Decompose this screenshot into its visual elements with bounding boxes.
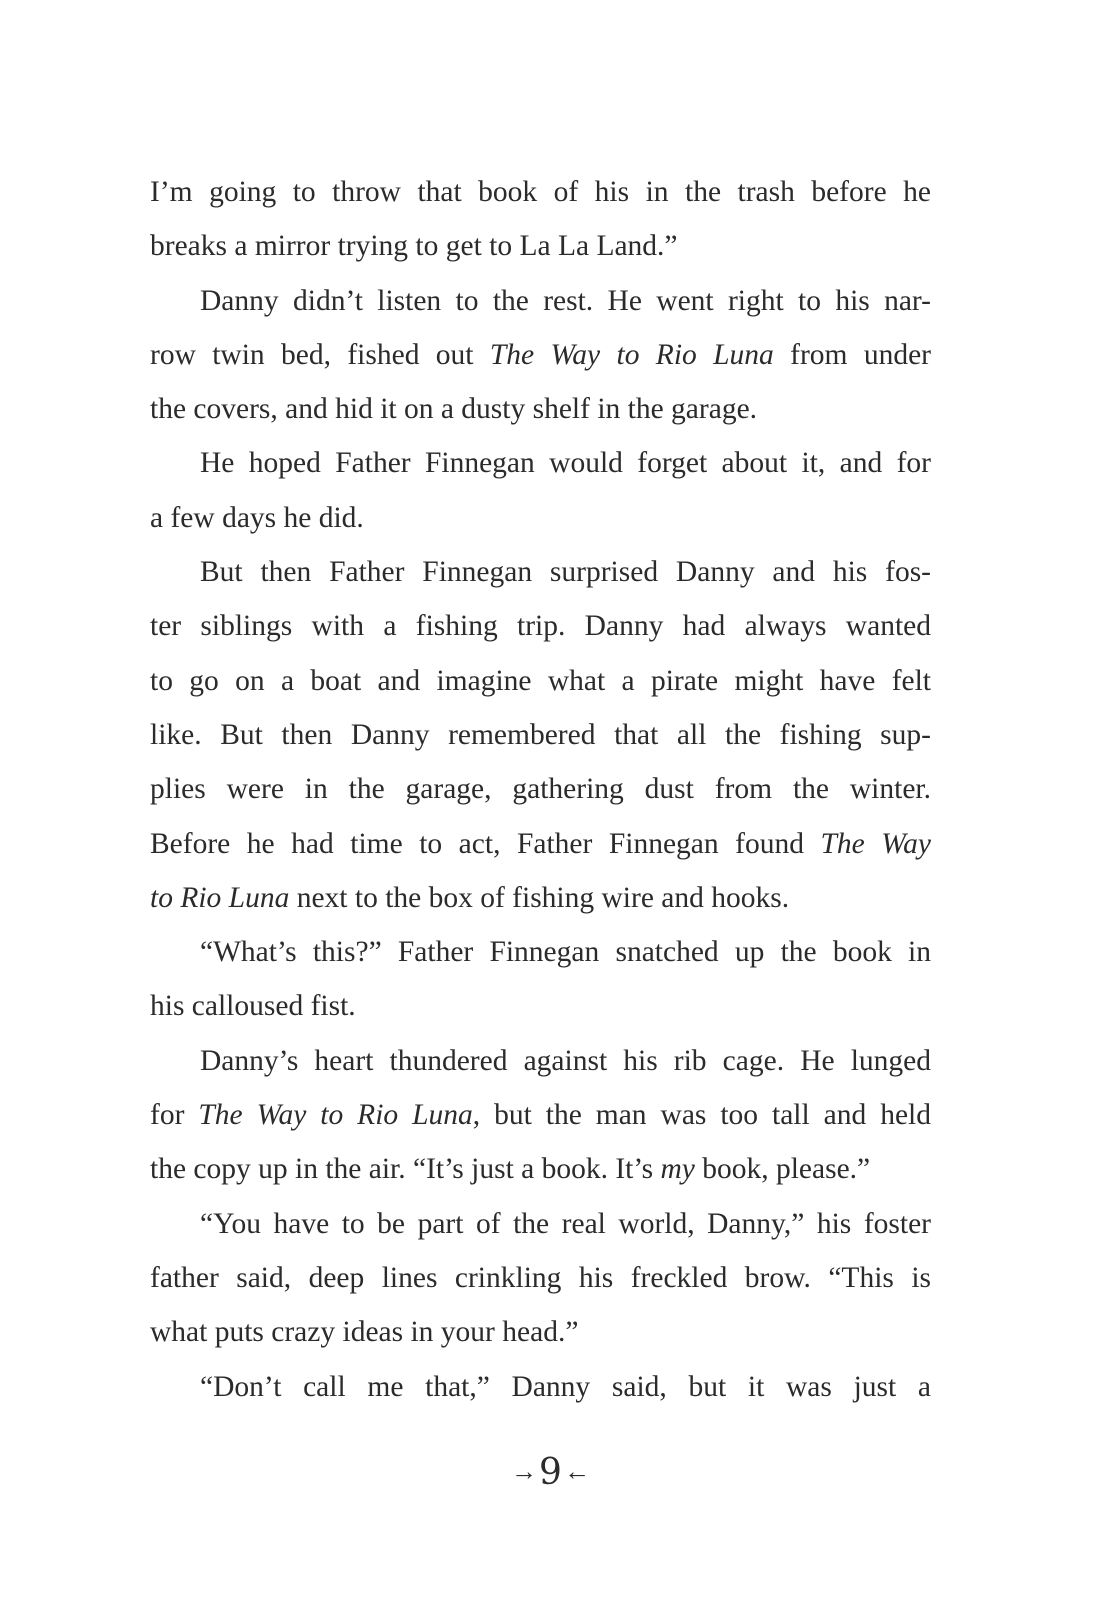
text-segment: a few days he did. bbox=[150, 501, 364, 534]
text-line bbox=[150, 654, 931, 708]
text-segment: “You have to be part of the real world, Danny,” his foster bbox=[200, 1207, 931, 1240]
text-line bbox=[150, 328, 931, 382]
text-segment: Danny’s heart thundered against his rib cage. He lunged bbox=[200, 1044, 931, 1077]
text-segment: the covers, and hid it on a dusty shelf in the garage. bbox=[150, 393, 758, 426]
text-segment: But then Father Finnegan surprised Danny and his fos- bbox=[200, 556, 931, 589]
text-segment: I’m going to throw that book of his in the trash before he bbox=[150, 176, 931, 208]
text-segment: Danny didn’t listen to the rest. He went right to his nar- bbox=[200, 284, 931, 317]
text-segment: plies were in the garage, gathering dust from the winter. bbox=[150, 773, 931, 806]
text-line bbox=[150, 219, 931, 273]
text-segment: Before he had time to act, Father Finnegan found bbox=[150, 827, 821, 860]
text-line bbox=[150, 871, 931, 925]
text-segment: what puts crazy ideas in your head.” bbox=[150, 1316, 579, 1349]
text-segment: , but the man was too tall and held bbox=[472, 1099, 932, 1132]
text-segment: row twin bed, fished out bbox=[150, 338, 490, 371]
text-segment: like. But then Danny remembered that all the fishing sup- bbox=[150, 718, 931, 751]
text-line bbox=[150, 1088, 931, 1142]
text-line bbox=[150, 436, 931, 490]
text-line bbox=[150, 925, 931, 979]
text-line bbox=[150, 382, 931, 436]
text-line bbox=[150, 708, 931, 762]
text-line bbox=[150, 817, 931, 871]
italic-text: my bbox=[660, 1153, 695, 1186]
text-line bbox=[150, 1251, 931, 1305]
text-line bbox=[150, 165, 931, 219]
page-number: 9 bbox=[539, 1452, 562, 1493]
text-line bbox=[150, 1142, 931, 1196]
text-segment: ter siblings with a fishing trip. Danny had always wanted bbox=[150, 610, 931, 643]
text-segment: “What’s this?” Father Finnegan snatched up the book in bbox=[200, 936, 931, 969]
text-segment: the copy up in the air. “It’s just a book. It’s bbox=[150, 1153, 661, 1186]
text-line bbox=[150, 1034, 931, 1088]
text-segment: to go on a boat and imagine what a pirate might have felt bbox=[150, 664, 931, 697]
page-footer bbox=[0, 1452, 1101, 1494]
text-line bbox=[150, 1305, 931, 1359]
page-body bbox=[150, 165, 931, 1414]
text-segment: next to the box of fishing wire and hooks. bbox=[289, 881, 790, 914]
left-arrow-ornament: → bbox=[511, 1457, 538, 1486]
italic-text: The Way bbox=[820, 827, 931, 860]
text-line bbox=[150, 762, 931, 816]
text-line bbox=[150, 274, 931, 328]
text-segment: for bbox=[150, 1099, 199, 1132]
text-line bbox=[150, 1360, 931, 1414]
text-segment: breaks a mirror trying to get to La La Land.” bbox=[150, 230, 678, 263]
text-line bbox=[150, 1197, 931, 1251]
text-segment: “Don’t call me that,” Danny said, but it was just a bbox=[200, 1370, 931, 1403]
italic-text: The Way to Rio Luna bbox=[198, 1099, 473, 1132]
right-arrow-ornament: ← bbox=[563, 1457, 590, 1486]
text-segment: from under bbox=[773, 338, 931, 371]
text-segment: father said, deep lines crinkling his freckled brow. “This is bbox=[150, 1261, 931, 1294]
text-line bbox=[150, 491, 931, 545]
text-line bbox=[150, 599, 931, 653]
italic-text: The Way to Rio Luna bbox=[489, 338, 774, 371]
text-segment: He hoped Father Finnegan would forget about it, and for bbox=[200, 447, 931, 480]
italic-text: to Rio Luna bbox=[150, 881, 290, 914]
text-line bbox=[150, 545, 931, 599]
text-segment: his calloused fist. bbox=[150, 990, 356, 1023]
text-segment: book, please.” bbox=[694, 1153, 871, 1186]
text-line bbox=[150, 979, 931, 1033]
